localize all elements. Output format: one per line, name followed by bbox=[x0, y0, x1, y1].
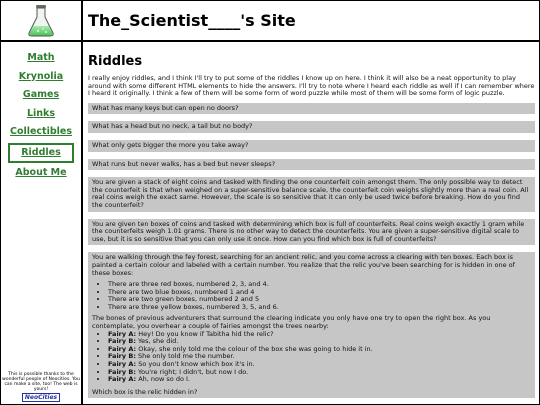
nav-link-krynolia[interactable]: Krynolia bbox=[18, 70, 64, 82]
list-item: • There are three red boxes, numbered 2, 3, and 4. bbox=[108, 281, 531, 289]
dialogue-line bbox=[108, 376, 531, 384]
speaker-label: Fairy B: bbox=[108, 367, 136, 376]
riddle-text: You are given ten boxes of coins and tasked with determining which box is full of counterfeits. Real coins weigh exactly 1 gram while the counterfeits weigh 1.01 grams. There is no other way to detect the counterfeits. You are given a super-sensitive digital scale to use, but it is so sensitive that you can only use it once. How can you find which box is full of counterfeits? bbox=[92, 219, 525, 243]
page-title: Riddles bbox=[88, 54, 143, 69]
sidebar-nav bbox=[1, 42, 81, 404]
speaker-label: Fairy A: bbox=[108, 329, 137, 338]
nav-link-collectibles[interactable]: Collectibles bbox=[9, 126, 73, 137]
riddle-text: What has many keys but can open no doors? bbox=[92, 103, 239, 112]
riddle-box[interactable] bbox=[88, 140, 535, 152]
riddle-text: The bones of previous adventurers that surround the clearing indicate you only have one try to open the right box. As you contemplate, you overhear a couple of fairies amongst the trees nearby: bbox=[92, 314, 491, 331]
neocities-badge[interactable]: NeoCities bbox=[22, 393, 60, 402]
riddle-text: You are walking through the fey forest, searching for an ancient relic, and you come across a clearing with ten boxes. Each box is painted a certain colour and labeled with a certain number. You realize that the relic you've been searching for is hidden in one of these boxes: bbox=[92, 253, 515, 277]
dialogue-text: Yes, she did. bbox=[138, 337, 179, 346]
riddle-box[interactable] bbox=[88, 103, 535, 115]
riddle-box[interactable] bbox=[88, 121, 535, 133]
list-item: • There are two blue boxes, numbered 1 and 4 bbox=[108, 289, 531, 297]
speaker-label: Fairy A: bbox=[108, 375, 137, 384]
dialogue-text: So you don't know which box it's in. bbox=[138, 360, 255, 369]
nav-link-links[interactable]: Links bbox=[26, 107, 56, 119]
riddle-text: What has a head but no neck, a tail but no body? bbox=[92, 122, 253, 131]
site-title: The_Scientist____'s Site bbox=[88, 11, 296, 30]
dialogue-text: Hey! Do you know if Tabitha hid the relic? bbox=[138, 329, 274, 338]
flask-icon bbox=[26, 4, 56, 38]
dialogue-text: She only told me the number. bbox=[138, 352, 235, 361]
dialogue-text: You're right; I didn't, but now I do. bbox=[138, 367, 249, 376]
credit-text: This is possible thanks to the wonderful people of Neocities. You can make a site, too! The web is yours! bbox=[2, 372, 80, 392]
riddle-text: What runs but never walks, has a bed but never sleeps? bbox=[92, 159, 276, 168]
nav-link-math[interactable]: Math bbox=[27, 52, 55, 63]
dialogue-list bbox=[92, 331, 531, 384]
riddle-box[interactable] bbox=[88, 159, 535, 171]
riddle-box-relic[interactable] bbox=[88, 252, 535, 398]
speaker-label: Fairy A: bbox=[108, 344, 137, 353]
riddle-text: You are given a stack of eight coins and tasked with finding the one counterfeit coin amongst them. The only possible way to detect the counterfeit is that when weighed on a super-sensitive balance scale, the counterfeit coin weighs slightly more than a real coin. All real coins weigh the exact same. However, the scale is so sensitive that it can only be used twice before breaking. How do you find the counterfeit? bbox=[92, 178, 529, 209]
riddle-text: What only gets bigger the more you take away? bbox=[92, 140, 249, 149]
list-item: • There are three yellow boxes, numbered 3, 5, and 6. bbox=[108, 304, 531, 312]
riddle-question: Which box is the relic hidden in? bbox=[92, 387, 198, 396]
nav-link-about-me[interactable]: About Me bbox=[15, 166, 67, 178]
logo-cell bbox=[1, 1, 81, 40]
nav-link-riddles[interactable]: Riddles bbox=[8, 143, 74, 163]
header bbox=[83, 1, 539, 40]
box-list bbox=[92, 281, 531, 311]
dialogue-text: Ah, now so do I. bbox=[138, 375, 190, 384]
speaker-label: Fairy A: bbox=[108, 360, 137, 369]
dialogue-text: Okay, she only told me the colour of the box she was going to hide it in. bbox=[138, 344, 373, 353]
intro-paragraph: I really enjoy riddles, and I think I'll try to put some of the riddles I know up on here. I think it will also be a neat opportunity to play around with some different HTML elements to hide the answers. I'll try to note where I heard each riddle as well if I can remember where I heard it originally. I think a few of them will be some form of word puzzle while most of them will be some form of logic puzzle. bbox=[88, 74, 535, 98]
list-item: • There are two green boxes, numbered 2 and 5 bbox=[108, 296, 531, 304]
speaker-label: Fairy B: bbox=[108, 337, 136, 346]
riddle-box[interactable] bbox=[88, 177, 535, 211]
riddle-box[interactable] bbox=[88, 219, 535, 246]
nav-link-games[interactable]: Games bbox=[22, 89, 60, 100]
speaker-label: Fairy B: bbox=[108, 352, 136, 361]
main-content bbox=[83, 42, 539, 404]
neocities-credit bbox=[1, 372, 81, 402]
